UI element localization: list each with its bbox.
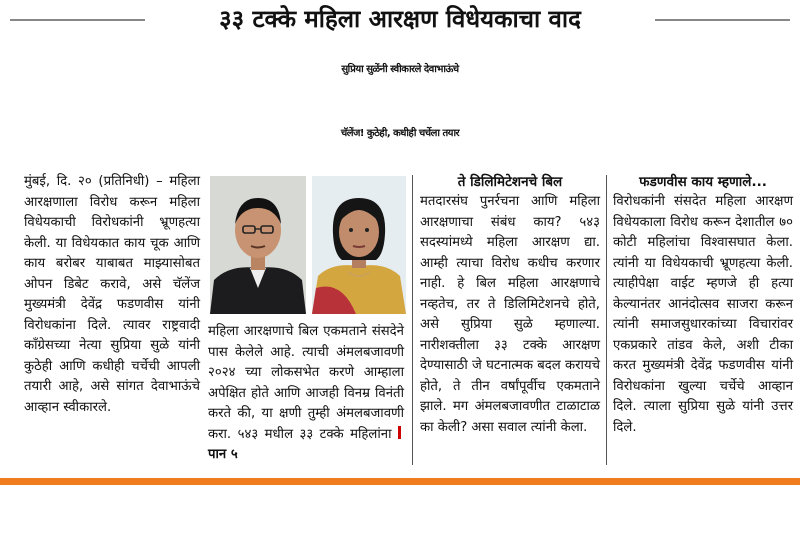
- photo-fadnavis: [210, 176, 306, 314]
- kicker: ३३ टक्के महिला आरक्षण विधेयकाचा वाद: [219, 5, 581, 33]
- column-1: [24, 172, 200, 467]
- kicker-row: [0, 4, 800, 34]
- column-3-subhead: ते डिलिमिटेशनचे बिल: [457, 174, 563, 190]
- headline-line-1: सुप्रिया सुळेंनी स्वीकारले देवाभाऊंचे: [341, 64, 459, 75]
- headline-line-2: चॅलेंज! कुठेही, कधीही चर्चेला तयार: [340, 128, 460, 139]
- portrait-man-image: [210, 176, 306, 314]
- portrait-woman-image: [312, 176, 406, 314]
- column-4-text: विरोधकांनी संसदेत महिला आरक्षण विधेयकाला विरोध करून देशातील ७० कोटी महिलांचा विश्वासघात केला. त्यांनी या विधेयकाची भ्रूणहत्या केली. त्याहीपेक्षा वाईट म्हणजे ही हत्या केल्यानंतर आनंदोत्सव साजरा करून त्यांनी समाजसुधारकांच्या विचारांवर एकप्रकारे तांडव केले, अशी टीका करत मुख्यमंत्री देवेंद्र फडणवीस यांनी विरोधकांना खुल्या चर्चेचे आव्हान दिले. त्याला सुप्रिया सुळे यांनी उत्तर दिले.: [613, 194, 793, 435]
- column-4-subhead: फडणवीस काय म्हणाले...: [639, 174, 767, 190]
- page-ref-label: पान ५: [208, 447, 238, 462]
- red-bar-marker: [398, 426, 401, 439]
- column-divider: [606, 175, 607, 465]
- orange-footer-bar: [0, 478, 800, 485]
- column-2: [208, 322, 404, 472]
- column-3: [420, 172, 600, 472]
- column-2-text: महिला आरक्षणाचे बिल एकमताने संसदेने पास केलेले आहे. त्याची अंमलबजावणी २०२४ च्या लोकसभेत करणे आम्हाला अपेक्षित होते आणि आजही विनम्र विनंती करते की, या क्षणी तुम्ही अंमलबजावणी करा. ५४३ मधील ३३ टक्के महिलांना: [208, 324, 404, 442]
- kicker-left-rule: [10, 19, 145, 21]
- kicker-right-rule: [655, 19, 790, 21]
- column-1-paragraph: मुंबई, दि. २० (प्रतिनिधी) – महिला आरक्षणाला विरोध करून महिला विधेयकाची विरोधकांनी भ्रूणहत्या केली. या विधेयकात काय चूक आणि काय बरोबर याबाबत माझ्यासोबत ओपन डिबेट करावे, असे चॅलेंज मुख्यमंत्री देवेंद्र फडणवीस यांनी विरोधकांना दिले. त्यावर राष्ट्रवादी कॉंग्रेसच्या नेत्या सुप्रिया सुळे यांनी कुठेही आणि कधीही चर्चेची आपली तयारी आहे, असे सांगत देवाभाऊंचे आव्हान स्वीकारले.: [24, 174, 200, 415]
- column-4: [613, 172, 793, 472]
- photo-supriya-sule: [312, 176, 406, 314]
- column-3-text: मतदारसंघ पुनर्रचना आणि महिला आरक्षणाचा संबंध काय? ५४३ सदस्यांमध्ये महिला आरक्षण द्या. आम्ही त्याचा विरोध कधीच करणार नाही. हे बिल महिला आरक्षणाचे नव्हतेच, तर ते डिलिमिटेशनचे होते, असे सुप्रिया सुळे म्हणाल्या. नारीशक्तीला ३३ टक्के आरक्षण देण्यासाठी जे घटनात्मक बदल करायचे होते, ते तीन वर्षांपूर्वीच एकमताने झाले. मग अंमलबजावणीत टाळाटाळ का केली? असा सवाल त्यांनी केला.: [420, 194, 600, 435]
- column-divider: [412, 175, 413, 465]
